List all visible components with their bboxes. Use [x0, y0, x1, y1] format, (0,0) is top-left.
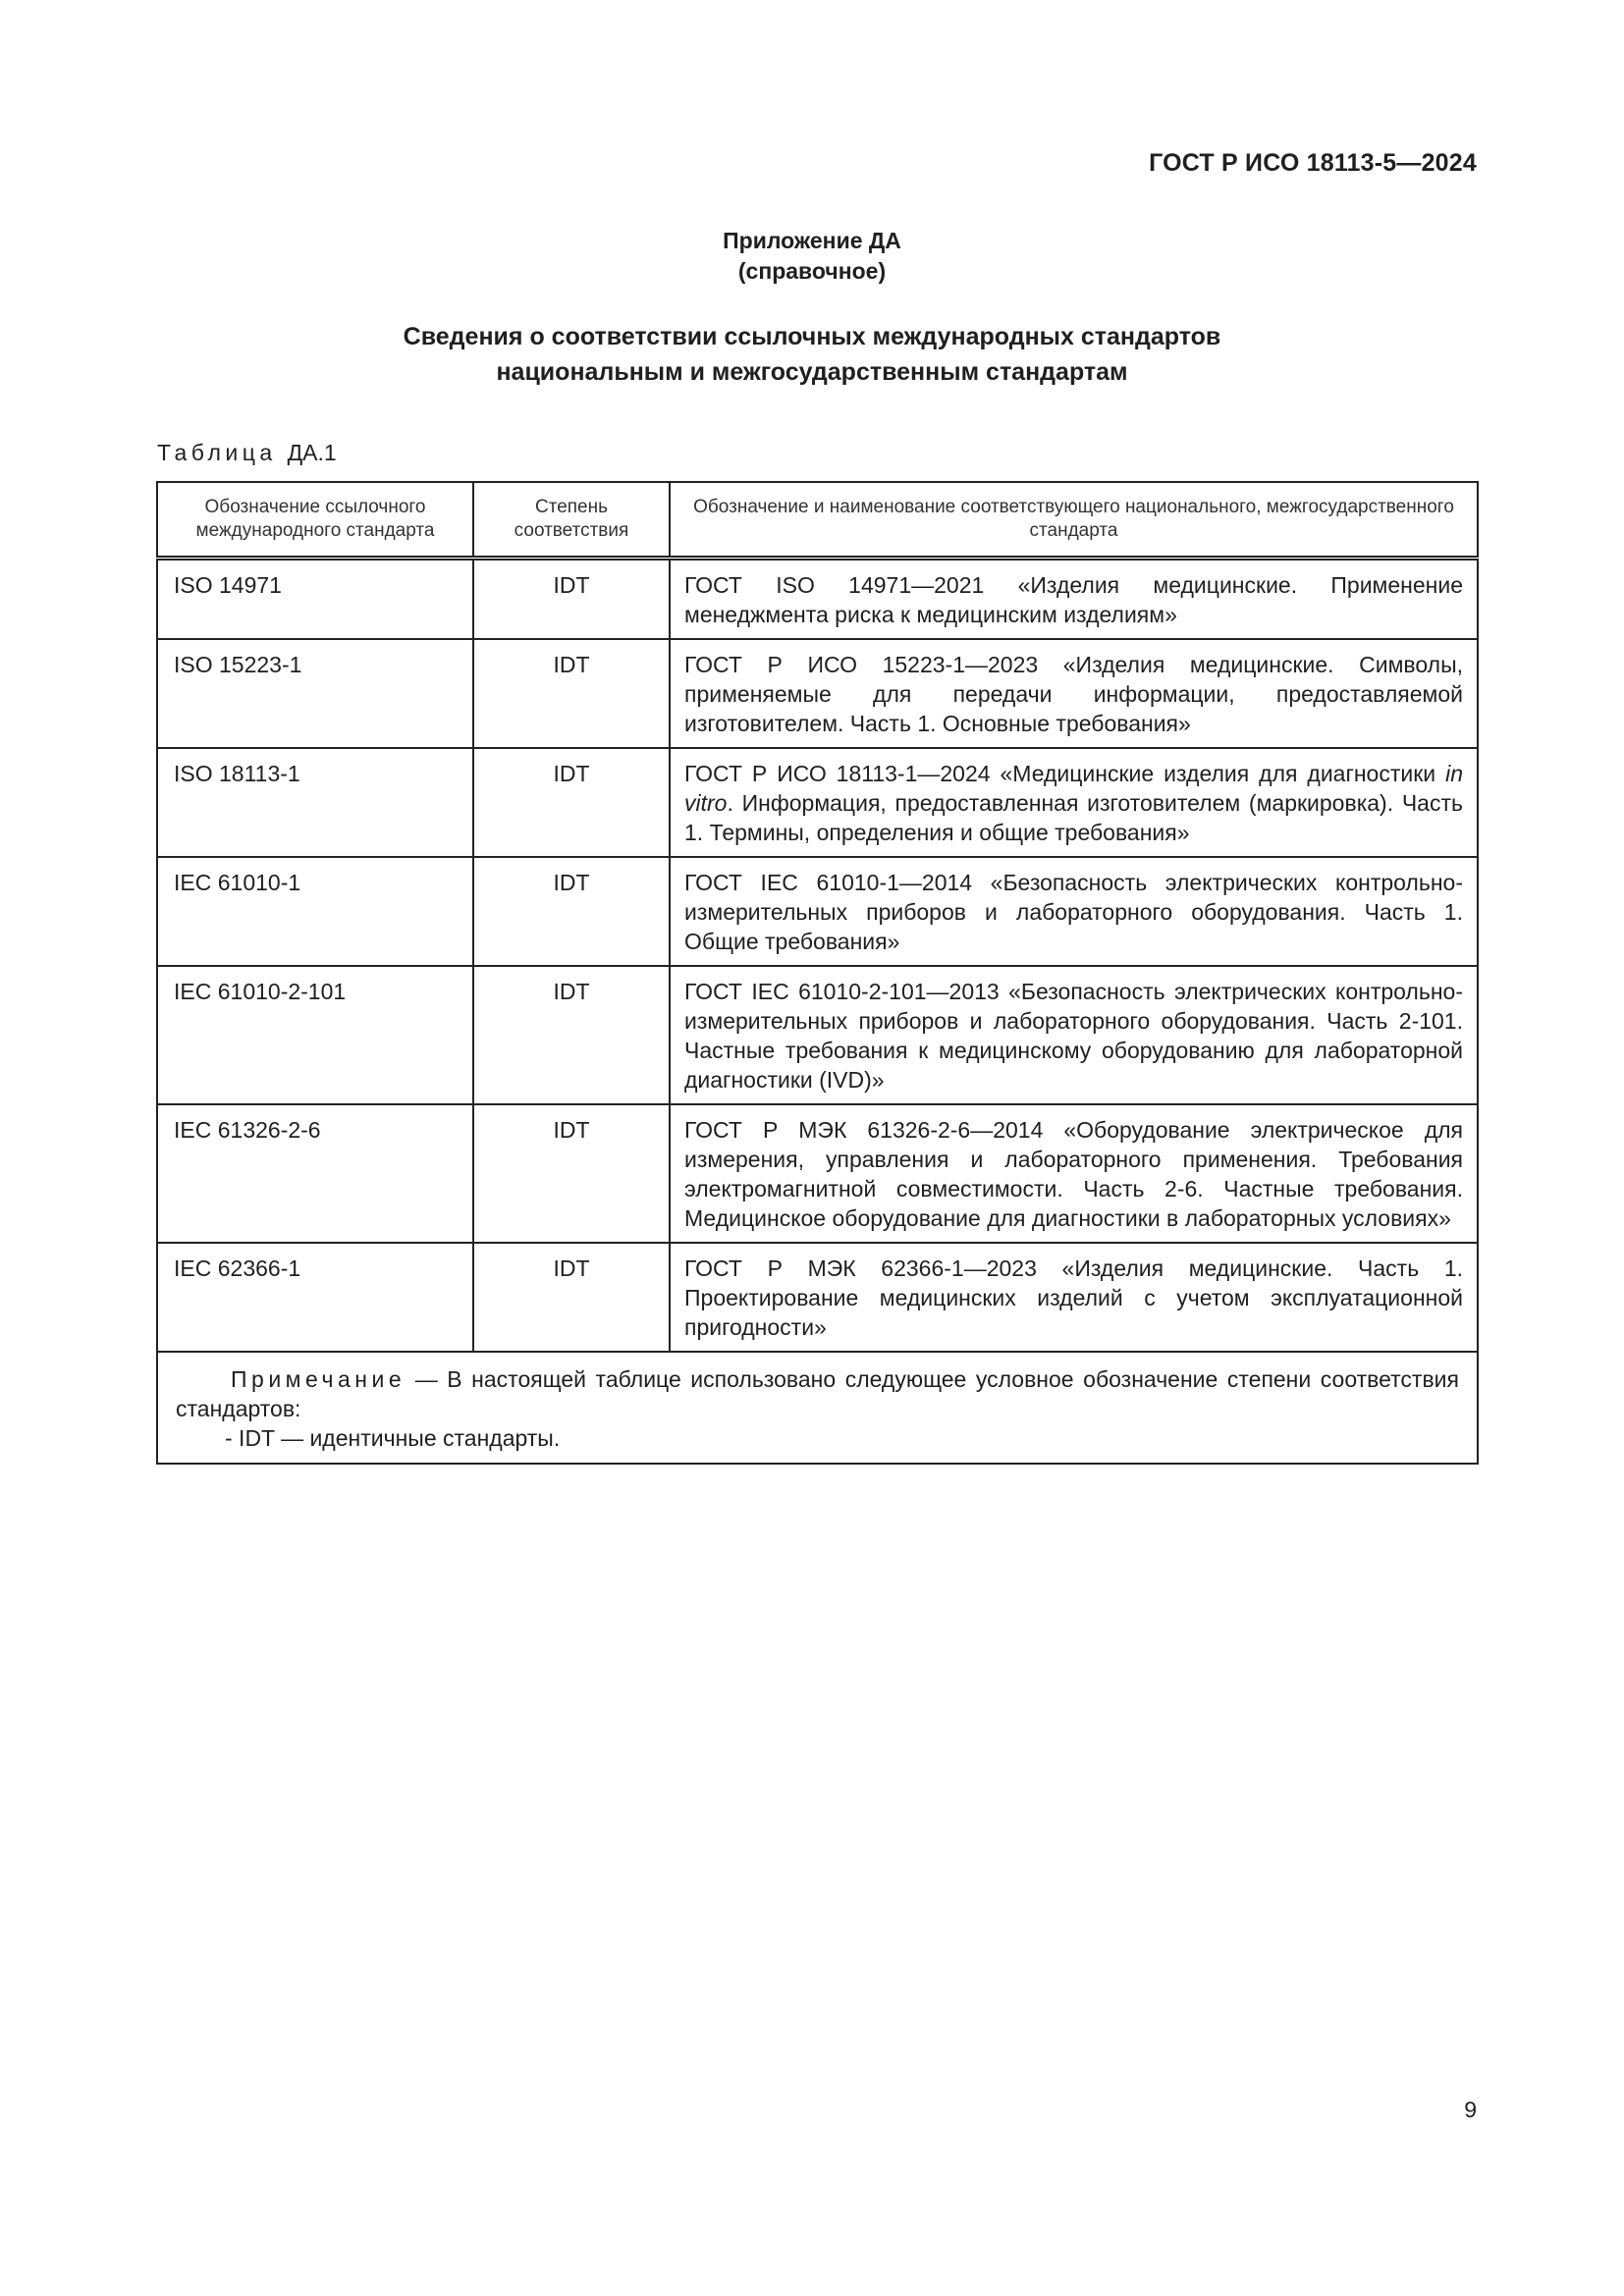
- table-label: [157, 440, 337, 466]
- ref-standard-cell: ISO 14971: [157, 559, 473, 640]
- ref-standard-cell: IEC 62366-1: [157, 1243, 473, 1352]
- ref-standard-cell: IEC 61326-2-6: [157, 1104, 473, 1243]
- national-standard-text-a: ГОСТ Р ИСО 18113-1—2024 «Медицинские изделия для диагностики: [684, 761, 1446, 786]
- national-standard-italic: in vitro: [684, 761, 1463, 816]
- national-standard-cell: ГОСТ Р ИСО 15223-1—2023 «Изделия медицинские. Символы, применяемые для передачи информации, предоставляемой изготовителем. Часть 1. Основные требования»: [670, 639, 1478, 748]
- page-number: 9: [1464, 2097, 1477, 2122]
- degree-cell: IDT: [473, 748, 670, 857]
- header-national-standard: Обозначение и наименование соответствующего национального, межгосударственного стандарта: [670, 482, 1478, 559]
- note-text: [176, 1364, 1459, 1423]
- ref-standard-cell: IEC 61010-2-101: [157, 966, 473, 1104]
- degree-cell: IDT: [473, 639, 670, 748]
- national-standard-cell: ГОСТ ISO 14971—2021 «Изделия медицинские. Применение менеджмента риска к медицинским изделиям»: [670, 559, 1478, 640]
- degree-cell: IDT: [473, 857, 670, 966]
- header-ref-standard: Обозначение ссылочного международного стандарта: [157, 482, 473, 559]
- table-row: [157, 966, 1478, 1104]
- table-note-row: [157, 1352, 1478, 1464]
- national-standard-cell: ГОСТ Р МЭК 62366-1—2023 «Изделия медицинские. Часть 1. Проектирование медицинских изделий с учетом эксплуатационной пригодности»: [670, 1243, 1478, 1352]
- appendix-title: Приложение ДА: [723, 228, 901, 253]
- table-row: [157, 1243, 1478, 1352]
- table-label-number: ДА.1: [287, 440, 337, 465]
- national-standard-cell: [670, 748, 1478, 857]
- table-row: [157, 559, 1478, 640]
- standards-table: [156, 481, 1479, 1465]
- table-row: [157, 857, 1478, 966]
- section-title: [0, 319, 1624, 390]
- national-standard-cell: ГОСТ Р МЭК 61326-2-6—2014 «Оборудование электрическое для измерения, управления и лабораторного применения. Требования электромагнитной совместимости. Часть 2-6. Частные требования. Медицинское оборудование для диагностики в лабораторных условиях»: [670, 1104, 1478, 1243]
- table-note: [157, 1352, 1478, 1464]
- degree-cell: IDT: [473, 559, 670, 640]
- note-item: - IDT — идентичные стандарты.: [225, 1425, 561, 1451]
- appendix-subtitle: (справочное): [737, 258, 887, 284]
- section-title-line-2: национальным и межгосударственным стандартам: [496, 358, 1128, 386]
- appendix-heading: [0, 226, 1624, 287]
- header-degree: Степень соответствия: [473, 482, 670, 559]
- ref-standard-cell: IEC 61010-1: [157, 857, 473, 966]
- national-standard-text-b: . Информация, предоставленная изготовителем (маркировка). Часть 1. Термины, определения и общие требования»: [684, 790, 1463, 845]
- table-label-word: Таблица: [157, 440, 277, 465]
- degree-cell: IDT: [473, 1104, 670, 1243]
- table-header-row: [157, 482, 1478, 559]
- note-label: Примечание: [231, 1366, 406, 1392]
- ref-standard-cell: ISO 18113-1: [157, 748, 473, 857]
- section-title-line-1: Сведения о соответствии ссылочных международных стандартов: [403, 323, 1221, 350]
- national-standard-cell: ГОСТ IEC 61010-1—2014 «Безопасность электрических контрольно-измерительных приборов и лабораторного оборудования. Часть 1. Общие требования»: [670, 857, 1478, 966]
- degree-cell: IDT: [473, 1243, 670, 1352]
- ref-standard-cell: ISO 15223-1: [157, 639, 473, 748]
- table-row: [157, 748, 1478, 857]
- national-standard-cell: ГОСТ IEC 61010-2-101—2013 «Безопасность электрических контрольно-измерительных приборов и лабораторного оборудования. Часть 2-101. Частные требования к медицинскому оборудованию для лабораторной диагностики (IVD)»: [670, 966, 1478, 1104]
- table-row: [157, 639, 1478, 748]
- table-row: [157, 1104, 1478, 1243]
- note-body: — В настоящей таблице использовано следующее условное обозначение степени соответствия стандартов:: [176, 1366, 1459, 1421]
- degree-cell: IDT: [473, 966, 670, 1104]
- document-code: ГОСТ Р ИСО 18113-5—2024: [1149, 149, 1477, 177]
